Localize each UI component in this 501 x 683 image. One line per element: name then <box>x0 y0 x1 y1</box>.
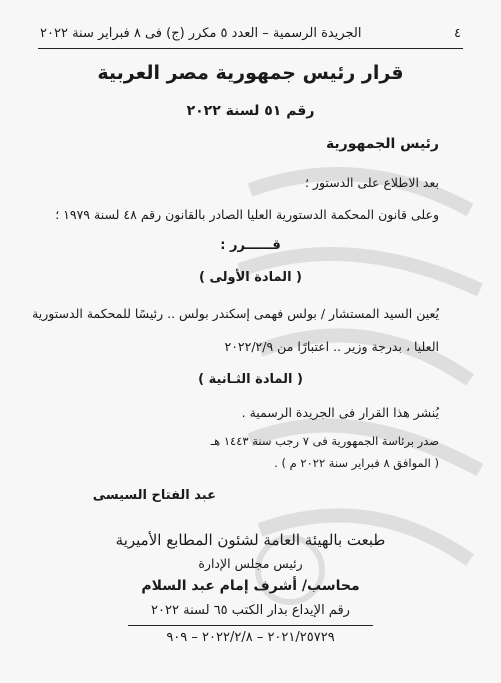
print-code: ٢٠٢١/٢٥٧٢٩ – ٢٠٢٢/٢/٨ – ٩٠٩ <box>166 630 335 645</box>
footer-rule <box>128 625 373 626</box>
page-number: ٤ <box>454 25 461 41</box>
article-1-title: ( المادة الأولى ) <box>199 270 302 285</box>
chair-title: رئيس مجلس الإدارة <box>198 556 303 571</box>
gazette-issue-line: الجريدة الرسمية – العدد ٥ مكرر (ج) فى ٨ فبراير سنة ٢٠٢٢ <box>40 25 362 41</box>
issued-line-1: صدر برئاسة الجمهورية فى ٧ رجب سنة ١٤٤٣ هـ <box>210 434 439 448</box>
article-2-line-1: يُنشر هذا القرار فى الجريدة الرسمية . <box>241 405 439 420</box>
article-2-title: ( المادة الثـانية ) <box>198 372 303 387</box>
chair-name: محاسب/ أشرف إمام عبد السلام <box>141 578 360 594</box>
decree-title: قرار رئيس جمهورية مصر العربية <box>97 62 404 84</box>
issued-line-2: ( الموافق ٨ فبراير سنة ٢٠٢٢ م ) . <box>274 456 439 470</box>
printer-line: طبعت بالهيئة العامة لشئون المطابع الأميرية <box>115 531 386 549</box>
preamble-line-1: بعد الاطلاع على الدستور ؛ <box>304 175 439 190</box>
running-header <box>40 22 461 44</box>
decree-number: رقم ٥١ لسنة ٢٠٢٢ <box>186 103 315 119</box>
decided-heading: قــــــرر : <box>220 238 281 253</box>
deposit-number: رقم الإيداع بدار الكتب ٦٥ لسنة ٢٠٢٢ <box>151 603 350 618</box>
header-rule <box>38 48 463 49</box>
decree-issuer: رئيس الجمهورية <box>325 136 439 152</box>
signature: عبد الفتاح السيسى <box>92 488 216 503</box>
article-1-line-2: العليا ، بدرجة وزير .. اعتبارًا من ٢٠٢٢/٢/٩ <box>224 339 439 354</box>
preamble-line-2: وعلى قانون المحكمة الدستورية العليا الصادر بالقانون رقم ٤٨ لسنة ١٩٧٩ ؛ <box>55 207 439 222</box>
article-1-line-1: يُعين السيد المستشار / بولس فهمى إسكندر بولس .. رئيسًا للمحكمة الدستورية <box>32 306 439 321</box>
